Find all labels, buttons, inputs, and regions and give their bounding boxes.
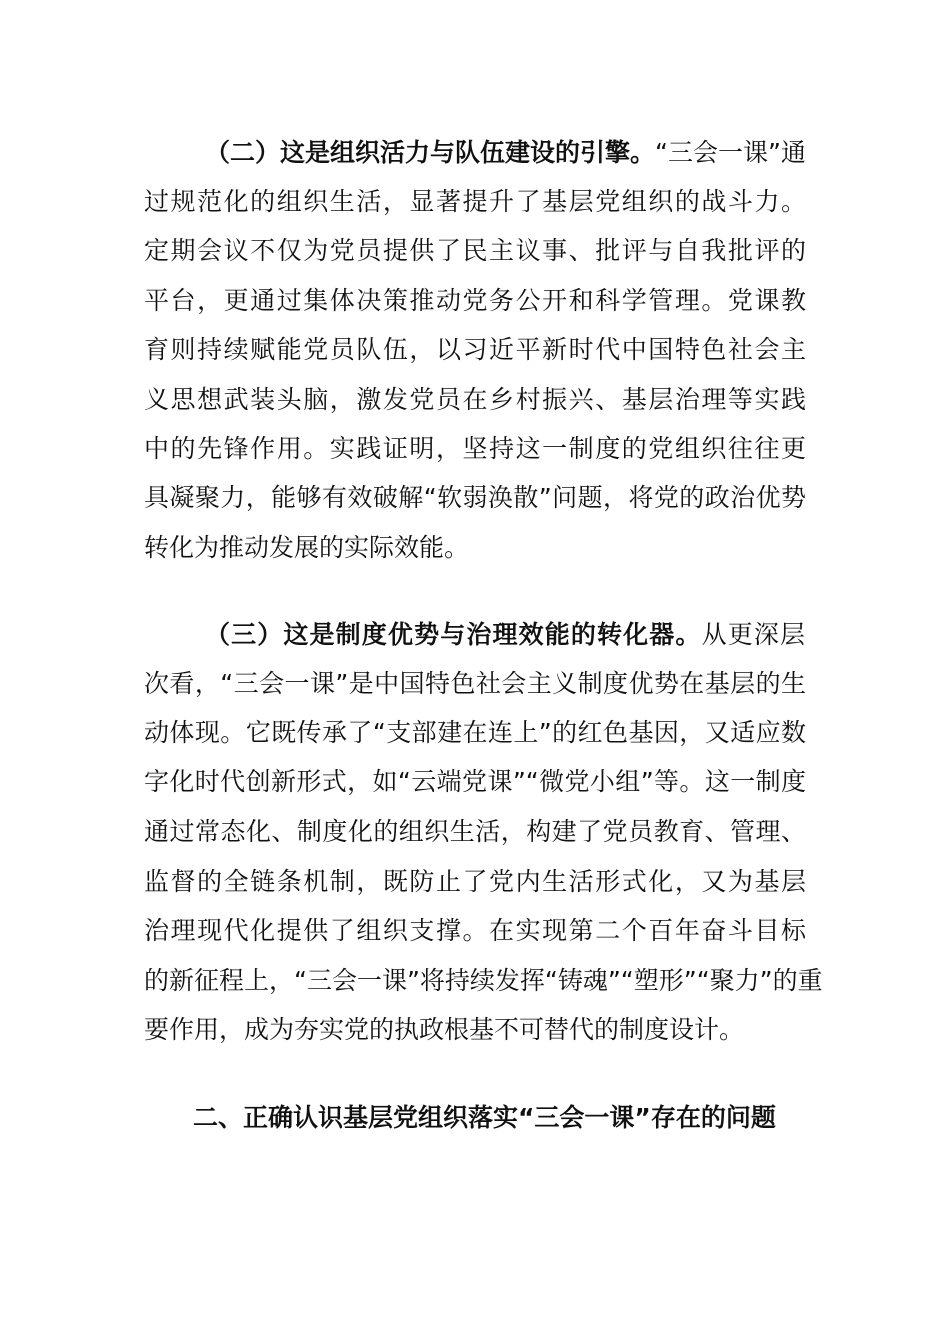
- paragraph-3-line-8: 的新征程上，“三会一课”将持续发挥“铸魂”“塑形”“聚力”的重: [144, 966, 823, 995]
- paragraph-2-heading: （二）这是组织活力与队伍建设的引擎。: [205, 138, 656, 167]
- paragraph-2-line-9: 转化为推动发展的实际效能。: [144, 533, 470, 562]
- section-heading: 二、正确认识基层党组织落实“三会一课”存在的问题: [193, 1103, 776, 1132]
- paragraph-2-line-7: 中的先锋作用。实践证明，坚持这一制度的党组织往往更: [144, 434, 806, 463]
- paragraph-2-line-4: 平台，更通过集体决策推动党务公开和科学管理。党课教: [144, 286, 806, 315]
- paragraph-3-line-7: 治理现代化提供了组织支撑。在实现第二个百年奋斗目标: [144, 916, 806, 945]
- paragraph-2-line-2: 过规范化的组织生活，显著提升了基层党组织的战斗力。: [144, 187, 806, 216]
- paragraph-3-heading: （三）这是制度优势与治理效能的转化器。: [205, 620, 702, 649]
- paragraph-3-line-4: 字化时代创新形式，如“云端党课”“微党小组”等。这一制度: [144, 767, 806, 796]
- paragraph-3-line-3: 动体现。它既传承了“支部建在连上”的红色基因，又适应数: [144, 718, 806, 747]
- paragraph-2-line-5: 育则持续赋能党员队伍，以习近平新时代中国特色社会主: [144, 335, 806, 364]
- paragraph-3-line-6: 监督的全链条机制，既防止了党内生活形式化，又为基层: [144, 867, 806, 896]
- paragraph-2-line-1: [205, 128, 805, 178]
- paragraph-2-line-8: 具凝聚力，能够有效破解“软弱涣散”问题，将党的政治优势: [144, 483, 806, 512]
- paragraph-3-line-5: 通过常态化、制度化的组织生活，构建了党员教育、管理、: [144, 817, 806, 846]
- paragraph-3-line-2: 次看，“三会一课”是中国特色社会主义制度优势在基层的生: [144, 669, 806, 698]
- paragraph-2-text: “三会一课”通: [655, 138, 806, 167]
- paragraph-3-text: 从更深层: [701, 620, 805, 649]
- paragraph-2-line-3: 定期会议不仅为党员提供了民主议事、批评与自我批评的: [144, 236, 806, 265]
- paragraph-2-line-6: 义思想武装头脑，激发党员在乡村振兴、基层治理等实践: [144, 385, 806, 414]
- paragraph-3-line-9: 要作用，成为夯实党的执政根基不可替代的制度设计。: [144, 1015, 745, 1044]
- paragraph-3-line-1: [205, 610, 805, 660]
